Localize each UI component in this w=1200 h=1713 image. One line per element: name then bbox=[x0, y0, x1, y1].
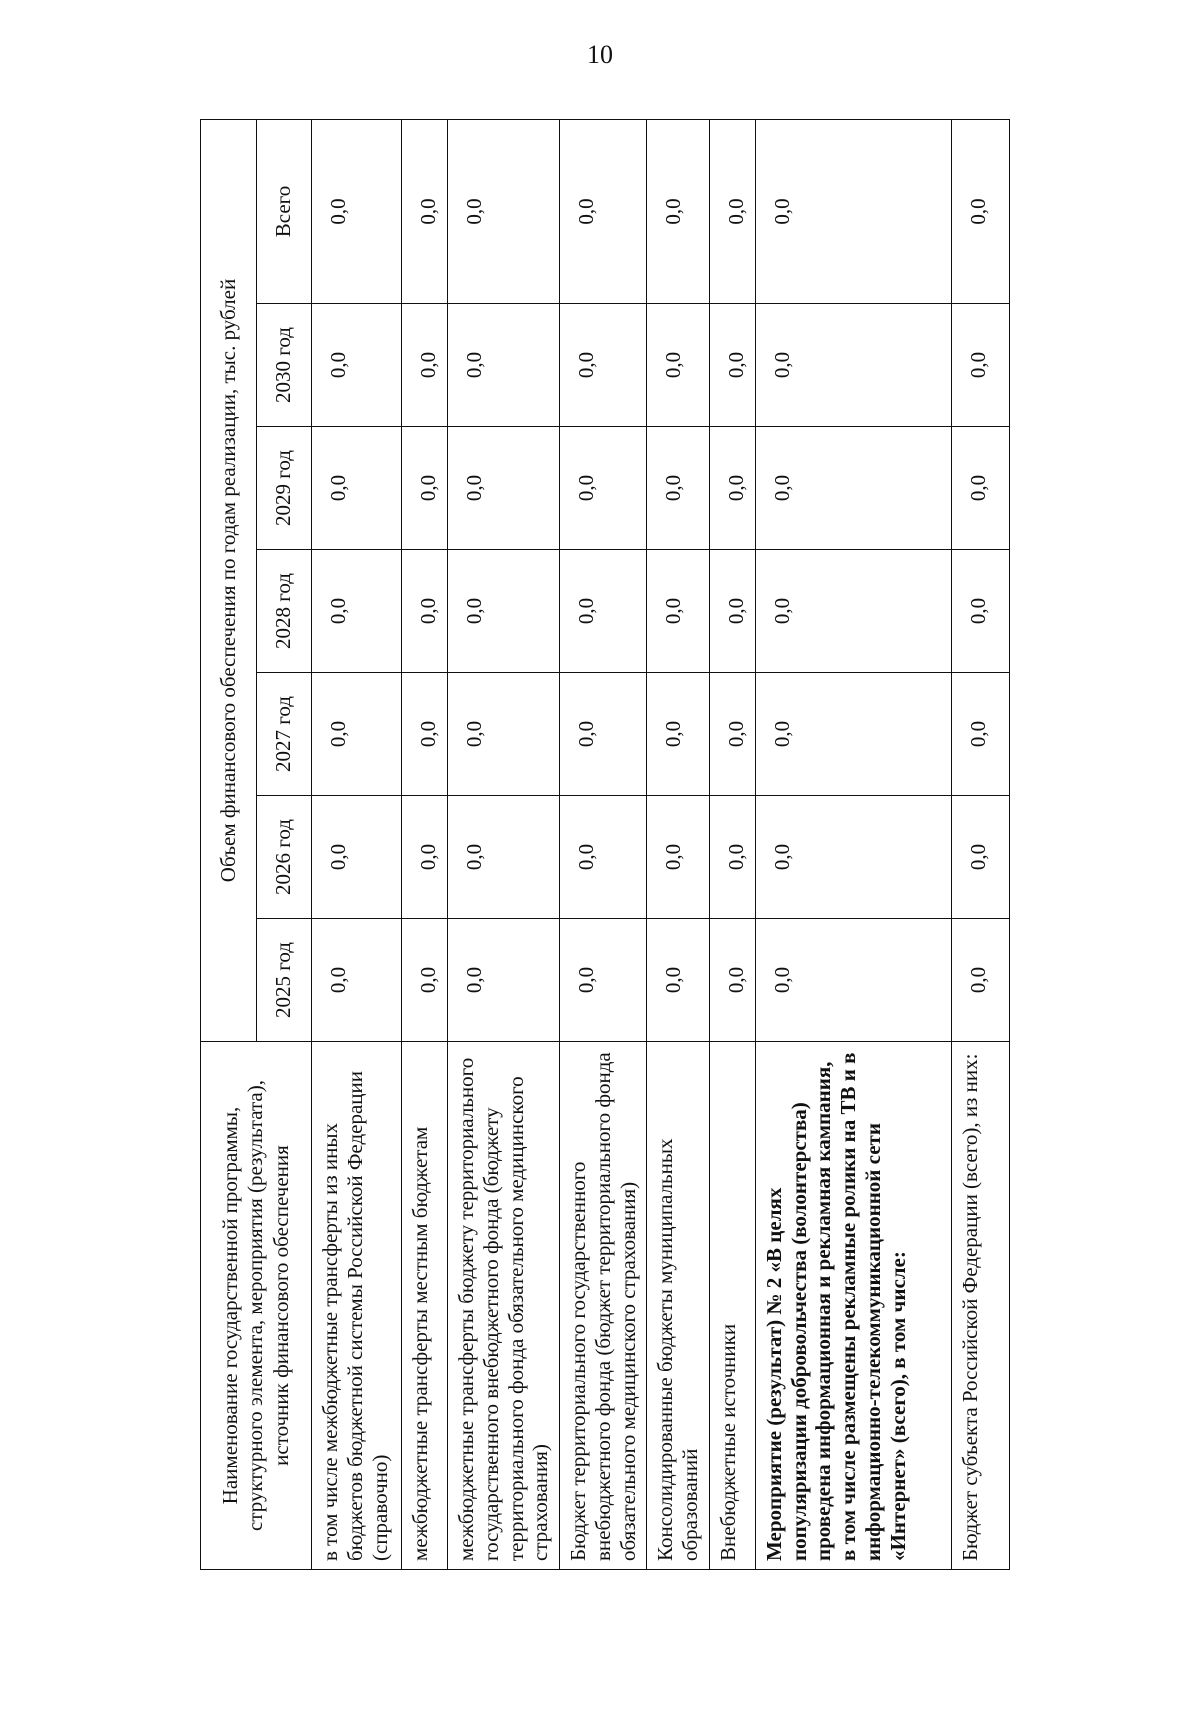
row-year-value: 0,0 bbox=[402, 550, 448, 673]
row-year-value: 0,0 bbox=[951, 427, 1009, 550]
row-year-value: 0,0 bbox=[560, 673, 647, 796]
table-row bbox=[951, 119, 1009, 1569]
row-year-value: 0,0 bbox=[951, 796, 1009, 919]
header-name-column: Наименование государственной программы, структурного элемента, мероприятия (результата), источник финансового обеспечения bbox=[201, 1042, 312, 1570]
row-year-value: 0,0 bbox=[755, 550, 951, 673]
row-year-value: 0,0 bbox=[448, 919, 560, 1042]
row-year-value: 0,0 bbox=[448, 304, 560, 427]
table-row bbox=[402, 119, 448, 1569]
row-year-value: 0,0 bbox=[709, 919, 755, 1042]
row-name: Бюджет субъекта Российской Федерации (всего), из них: bbox=[951, 1042, 1009, 1570]
row-year-value: 0,0 bbox=[312, 673, 402, 796]
row-total-value: 0,0 bbox=[647, 119, 710, 303]
row-year-value: 0,0 bbox=[312, 919, 402, 1042]
row-year-value: 0,0 bbox=[951, 673, 1009, 796]
row-year-value: 0,0 bbox=[755, 796, 951, 919]
row-name: в том числе межбюджетные трансферты из иных бюджетов бюджетной системы Российской Федерации (справочно) bbox=[312, 1042, 402, 1570]
row-year-value: 0,0 bbox=[312, 796, 402, 919]
row-total-value: 0,0 bbox=[560, 119, 647, 303]
row-year-value: 0,0 bbox=[560, 919, 647, 1042]
header-year: 2028 год bbox=[257, 550, 312, 673]
header-year: 2030 год bbox=[257, 304, 312, 427]
row-year-value: 0,0 bbox=[560, 796, 647, 919]
header-year: 2027 год bbox=[257, 673, 312, 796]
header-total: Всего bbox=[257, 119, 312, 303]
row-year-value: 0,0 bbox=[647, 796, 710, 919]
row-total-value: 0,0 bbox=[448, 119, 560, 303]
row-year-value: 0,0 bbox=[402, 304, 448, 427]
row-year-value: 0,0 bbox=[647, 550, 710, 673]
row-year-value: 0,0 bbox=[312, 550, 402, 673]
row-total-value: 0,0 bbox=[951, 119, 1009, 303]
row-name: Внебюджетные источники bbox=[709, 1042, 755, 1570]
header-year: 2025 год bbox=[257, 919, 312, 1042]
financing-table bbox=[200, 119, 1010, 1570]
row-year-value: 0,0 bbox=[402, 919, 448, 1042]
row-year-value: 0,0 bbox=[709, 796, 755, 919]
row-year-value: 0,0 bbox=[951, 304, 1009, 427]
row-total-value: 0,0 bbox=[312, 119, 402, 303]
table-row bbox=[560, 119, 647, 1569]
row-year-value: 0,0 bbox=[755, 673, 951, 796]
row-year-value: 0,0 bbox=[448, 673, 560, 796]
row-year-value: 0,0 bbox=[647, 919, 710, 1042]
row-year-value: 0,0 bbox=[402, 796, 448, 919]
row-year-value: 0,0 bbox=[448, 427, 560, 550]
header-year: 2029 год bbox=[257, 427, 312, 550]
table-row bbox=[448, 119, 560, 1569]
row-year-value: 0,0 bbox=[709, 427, 755, 550]
row-name: межбюджетные трансферты бюджету территориального государственного внебюджетного фонда (бюджету территориального фонда обязательного медицинского страхования) bbox=[448, 1042, 560, 1570]
row-year-value: 0,0 bbox=[709, 673, 755, 796]
row-year-value: 0,0 bbox=[402, 427, 448, 550]
row-year-value: 0,0 bbox=[647, 427, 710, 550]
row-name: Мероприятие (результат) № 2 «В целях популяризации добровольчества (волонтерства) проведена информационная и рекламная кампания, в том числе размещены рекламные ролики на ТВ и в информационно-телекоммуникационной сети «Интернет» (всего), в том числе: bbox=[755, 1042, 951, 1570]
row-year-value: 0,0 bbox=[709, 304, 755, 427]
row-year-value: 0,0 bbox=[312, 427, 402, 550]
row-total-value: 0,0 bbox=[709, 119, 755, 303]
row-year-value: 0,0 bbox=[647, 673, 710, 796]
row-year-value: 0,0 bbox=[448, 550, 560, 673]
row-year-value: 0,0 bbox=[312, 304, 402, 427]
row-year-value: 0,0 bbox=[560, 550, 647, 673]
header-group-title: Объем финансового обеспечения по годам реализации, тыс. рублей bbox=[201, 119, 257, 1041]
row-name: Бюджет территориального государственного внебюджетного фонда (бюджет территориального фонда обязательного медицинского страхования) bbox=[560, 1042, 647, 1570]
row-year-value: 0,0 bbox=[448, 796, 560, 919]
table-row bbox=[647, 119, 710, 1569]
row-year-value: 0,0 bbox=[951, 919, 1009, 1042]
row-name: Консолидированные бюджеты муниципальных образований bbox=[647, 1042, 710, 1570]
table-row bbox=[312, 119, 402, 1569]
row-year-value: 0,0 bbox=[755, 304, 951, 427]
row-year-value: 0,0 bbox=[709, 550, 755, 673]
row-year-value: 0,0 bbox=[755, 427, 951, 550]
table-row bbox=[755, 119, 951, 1569]
header-year: 2026 год bbox=[257, 796, 312, 919]
row-total-value: 0,0 bbox=[402, 119, 448, 303]
row-year-value: 0,0 bbox=[560, 304, 647, 427]
row-year-value: 0,0 bbox=[647, 304, 710, 427]
row-name: межбюджетные трансферты местным бюджетам bbox=[402, 1042, 448, 1570]
row-year-value: 0,0 bbox=[755, 919, 951, 1042]
row-year-value: 0,0 bbox=[951, 550, 1009, 673]
table-row bbox=[709, 119, 755, 1569]
row-year-value: 0,0 bbox=[560, 427, 647, 550]
row-total-value: 0,0 bbox=[755, 119, 951, 303]
page-number: 10 bbox=[587, 40, 613, 69]
rotated-table-container bbox=[200, 120, 990, 1570]
row-year-value: 0,0 bbox=[402, 673, 448, 796]
